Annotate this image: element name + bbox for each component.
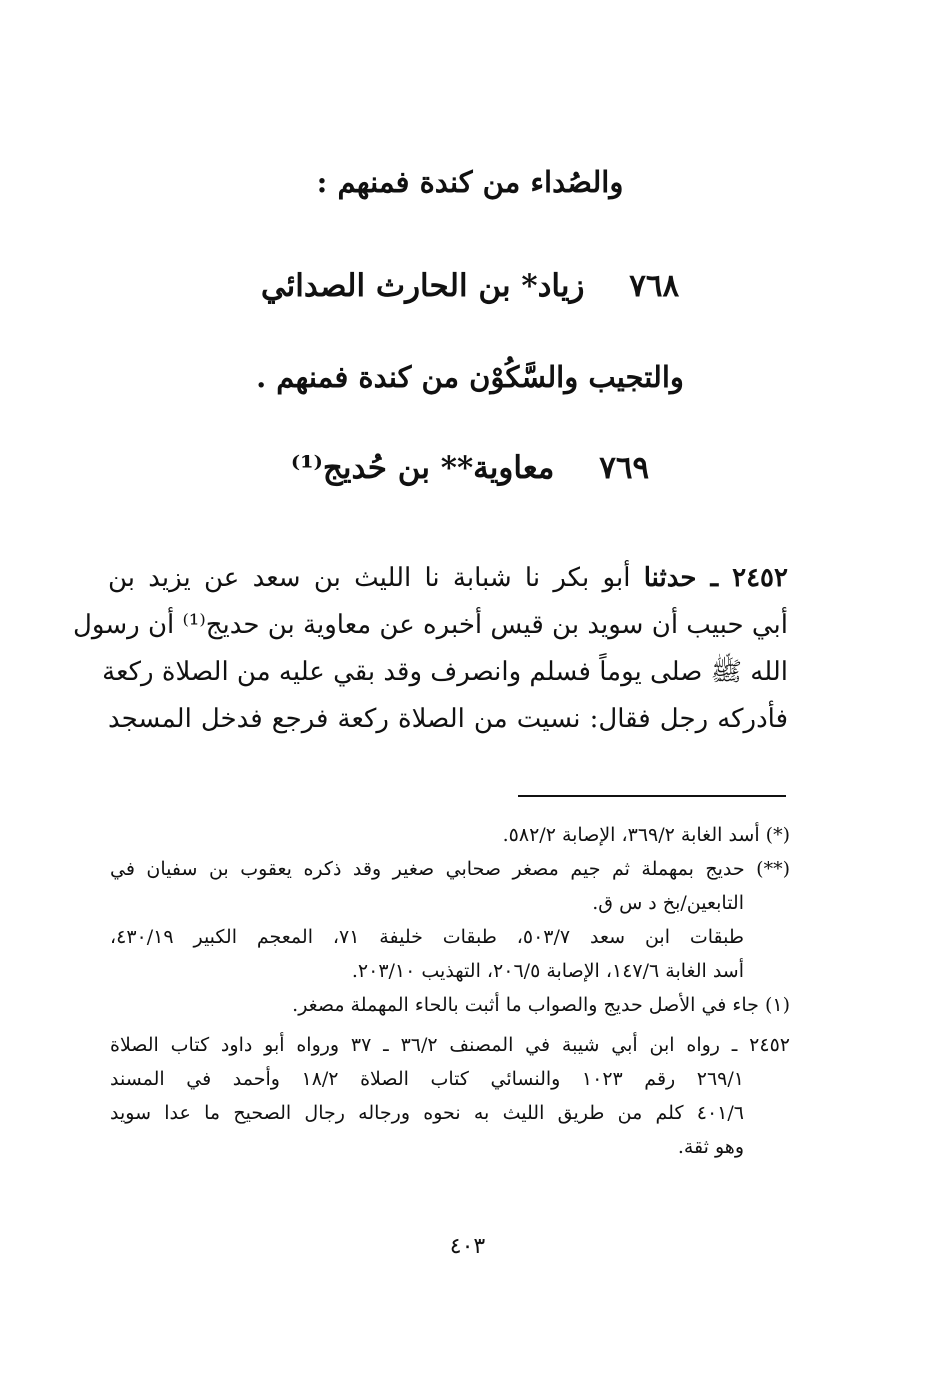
footnote-4-line-1: ٢٤٥٢ ـ رواه ابن أبي شيبة في المصنف ٣٦/٢ ـ ٣٧ ورواه أبو داود كتاب الصلاة <box>110 1034 790 1056</box>
entry-heading-768 <box>120 268 820 304</box>
footnote-4-line-4: وهو ثقة. <box>677 1136 744 1158</box>
entry-name: معاوية** بن حُديج⁽¹⁾ <box>290 450 555 486</box>
footnote-2-line-1: (**) حديج بمهملة ثم جيم مصغر صحابي صغير وقد ذكره يعقوب بن سفيان في <box>110 858 790 880</box>
hadith-line-1 <box>108 555 788 602</box>
footnote-4-line-3: ٤٠١/٦ كلم من طريق الليث به نحوه ورجاله رجال الصحيح ما عدا سويد <box>110 1102 744 1124</box>
footnote-divider <box>518 795 786 797</box>
entry-heading-769 <box>120 450 820 486</box>
hadith-line-4: فأدركه رجل فقال: نسيت من الصلاة ركعة فرجع فدخل المسجد <box>108 704 788 734</box>
entry-number: ٧٦٨ <box>629 268 680 304</box>
section-heading-sudda <box>120 165 820 199</box>
footnote-2-line-3: طبقات ابن سعد ٥٠٣/٧، طبقات خليفة ٧١، المعجم الكبير ٤٣٠/١٩، <box>110 926 744 948</box>
footnotes <box>110 818 790 1164</box>
footnote-2-line-4: أسد الغابة ١٤٧/٦، الإصابة ٢٠٦/٥، التهذيب ٢٠٣/١٠. <box>351 960 744 982</box>
footnote-3: (١) جاء في الأصل حديج والصواب ما أثبت بالحاء المهملة مصغر. <box>292 994 790 1016</box>
footnote-1: (*) أسد الغابة ٣٦٩/٢، الإصابة ٥٨٢/٢. <box>502 824 790 846</box>
entry-number: ٧٦٩ <box>599 450 650 486</box>
footnote-2-line-2: التابعين/بخ د س ق. <box>592 892 744 914</box>
hadith-text <box>73 555 788 743</box>
hadith-number: ٢٤٥٢ ـ حدثنا <box>643 563 788 593</box>
hadith-line-3: الله ﷺ صلى يوماً فسلم وانصرف وقد بقي عليه من الصلاة ركعة <box>102 657 788 687</box>
footnote-4-line-2: ٢٦٩/١ رقم ١٠٢٣ والنسائي كتاب الصلاة ١٨/٢ وأحمد في المسند <box>110 1068 744 1090</box>
page-number: ٤٠٣ <box>449 1234 486 1259</box>
hadith-line-1-text: أبو بكر نا شبابة نا الليث بن سعد عن يزيد بن <box>108 563 631 593</box>
section-heading-text: والتجيب والسَّكُوْن من كندة فمنهم . <box>256 360 684 394</box>
section-heading-text: والصُداء من كندة فمنهم : <box>316 165 624 199</box>
section-heading-tujib <box>120 360 820 394</box>
hadith-line-2: أبي حبيب أن سويد بن قيس أخبره عن معاوية بن حديج⁽¹⁾ أن رسول <box>73 610 788 640</box>
entry-name: زياد* بن الحارث الصدائي <box>260 268 585 304</box>
